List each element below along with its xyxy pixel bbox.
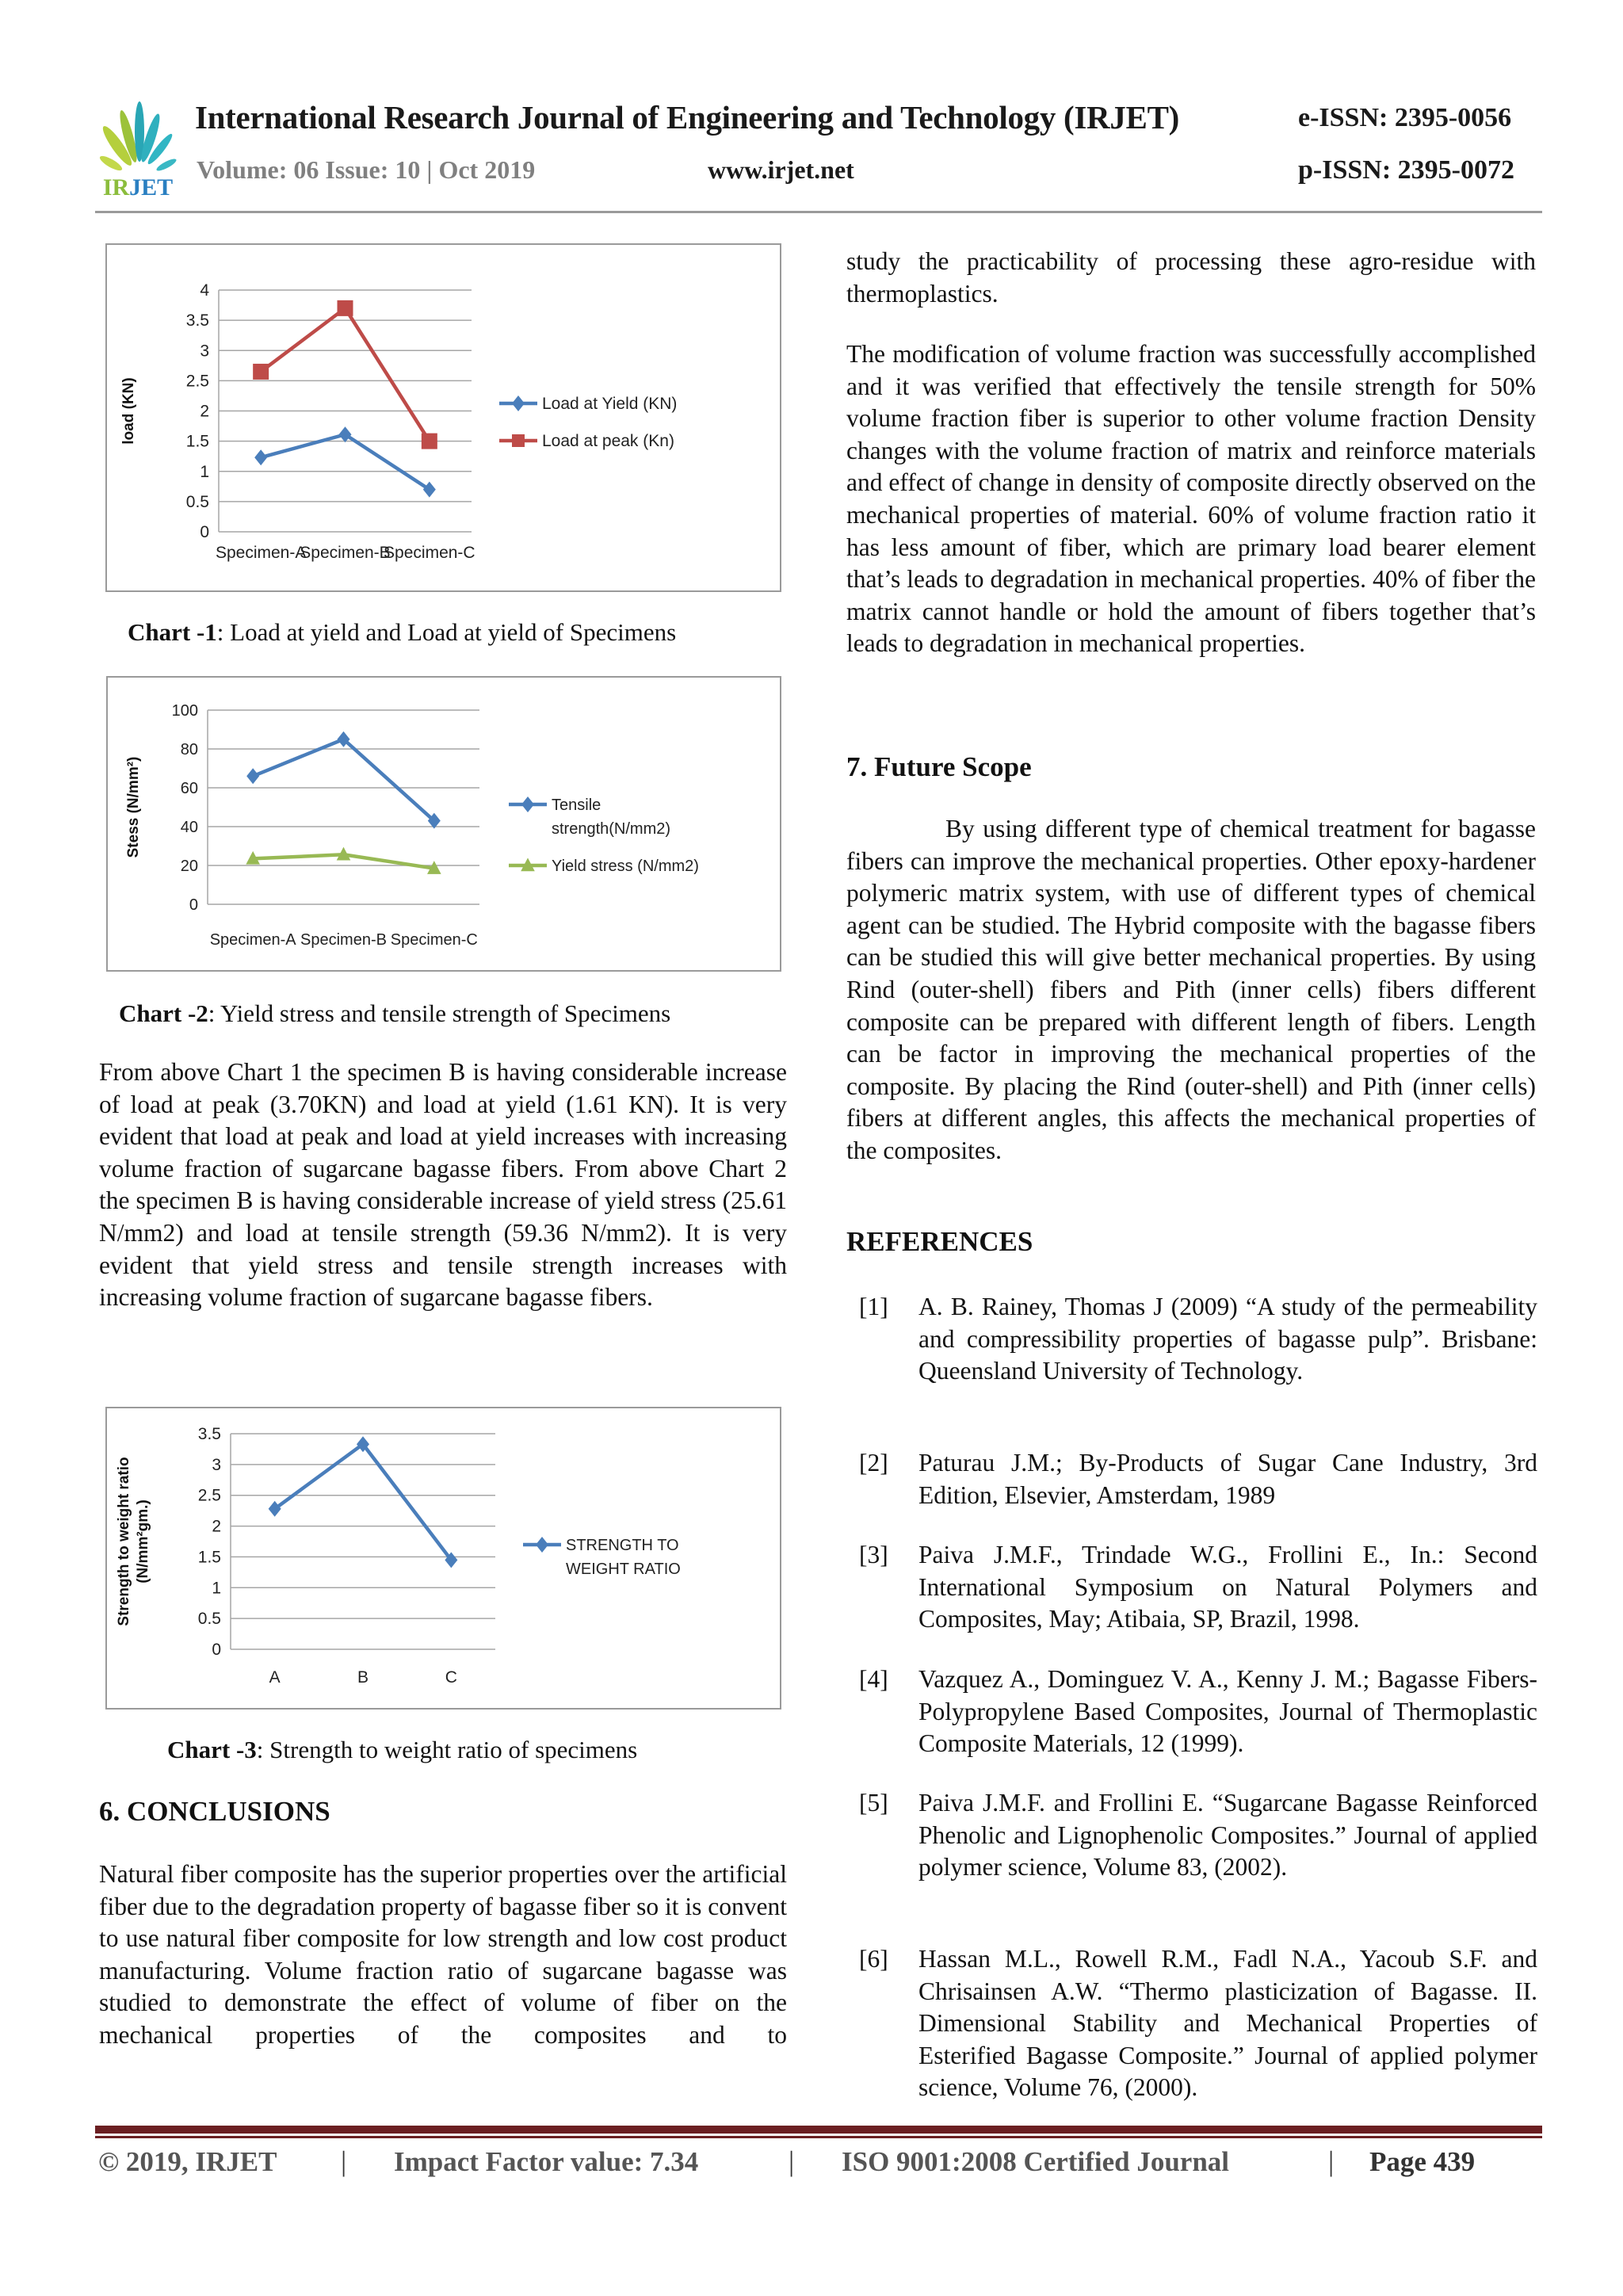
legend-label: Tensile <box>552 797 601 814</box>
references-heading: REFERENCES <box>846 1226 1033 1257</box>
reference-number: [6] <box>859 1945 888 1973</box>
reference-text: Paiva J.M.F., Trindade W.G., Frollini E., In.: Second International Symposium on Natural Polymers and Composites, May; Atibaia, SP, Brazil, 1998. <box>918 1541 1537 1633</box>
reference-text: Hassan M.L., Rowell R.M., Fadl N.A., Yacoub S.F. and Chrisainsen A.W. “Thermo plasticization of Bagasse. II. Dimensional Stability and Mechanical Properties of Esterified Bagasse Composite.” Journal of applied polymer science, Volume 76, (2000). <box>918 1945 1537 2102</box>
chart-3-caption <box>167 1736 637 1764</box>
legend-item <box>499 432 674 450</box>
y-tick-label: 2 <box>200 402 209 421</box>
conclusions-heading: 6. CONCLUSIONS <box>99 1796 330 1827</box>
x-tick-label: B <box>357 1668 369 1687</box>
legend-item <box>523 1537 681 1578</box>
reference-text: A. B. Rainey, Thomas J (2009) “A study of the permeability and compressibility properties of bagasse pulp”. Brisbane: Queensland University of Technology. <box>918 1293 1537 1385</box>
y-tick-label: 1.5 <box>197 1548 221 1567</box>
y-tick-label: 1.5 <box>185 432 209 451</box>
volume-issue: Volume: 06 Issue: 10 | Oct 2019 <box>197 155 536 184</box>
chart-2-caption-text: : Yield stress and tensile strength of Specimens <box>208 999 671 1027</box>
y-tick-label: 1 <box>200 462 209 481</box>
chart-1 <box>105 243 781 592</box>
footer-impact-factor: Impact Factor value: 7.34 <box>394 2146 699 2177</box>
e-issn: e-ISSN: 2395-0056 <box>1298 103 1512 132</box>
y-tick-label: 2.5 <box>185 372 209 391</box>
x-tick-label: A <box>269 1668 281 1687</box>
y-tick-label: 0 <box>189 896 198 914</box>
legend-label: Load at peak (Kn) <box>542 432 674 450</box>
y-tick-label: 1 <box>212 1579 221 1598</box>
chart-2-caption-label: Chart -2 <box>119 999 208 1027</box>
y-tick-label: 3 <box>200 342 209 361</box>
chart-2 <box>106 676 781 972</box>
reference-number: [2] <box>859 1449 888 1477</box>
conclusions-paragraph-2 <box>846 338 1536 660</box>
legend-item <box>499 395 677 413</box>
gridlines <box>172 702 479 914</box>
irjet-logo <box>94 97 182 198</box>
footer-separator: | <box>341 2145 347 2177</box>
y-tick-label: 0 <box>200 523 209 541</box>
conclusions-continued <box>846 246 1536 310</box>
series-line <box>246 732 441 829</box>
reference-item-5 <box>846 1787 1537 1922</box>
y-tick-label: 0 <box>212 1641 221 1659</box>
series-line <box>254 426 436 497</box>
y-tick-label: 0.5 <box>197 1610 221 1629</box>
y-tick-label: 0.5 <box>185 492 209 511</box>
footer-copyright: © 2019, IRJET <box>98 2146 277 2177</box>
header-divider <box>95 211 1542 213</box>
reference-number: [3] <box>859 1541 888 1568</box>
x-tick-label: Specimen-B <box>300 544 391 562</box>
y-axis-title: Strength to weight ratio <box>116 1457 133 1626</box>
y-tick-label: 80 <box>180 741 198 758</box>
website-link[interactable]: www.irjet.net <box>708 155 854 184</box>
reference-text: Paiva J.M.F. and Frollini E. “Sugarcane Bagasse Reinforced Phenolic and Lignophenolic Composites.” Journal of applied polymer science, Volume 83, (2002). <box>918 1789 1537 1881</box>
x-tick-label: Specimen-C <box>384 544 475 562</box>
x-tick-label: Specimen-A <box>215 544 307 562</box>
y-axis-title: (N/mm²gm.) <box>135 1499 152 1584</box>
conclusions-text: Natural fiber composite has the superior properties over the artificial fiber due to the degradation property of bagasse fiber so it is convent to use natural fiber composite for low strength and low cost product manufacturing. Volume fraction ratio of sugarcane bagasse was studied to demonstrate the effect of volume of fiber on the mechanical properties of the composites and to <box>99 1860 787 2049</box>
chart-2-plot <box>108 678 780 970</box>
reference-item-3 <box>846 1539 1537 1642</box>
reference-text: Paturau J.M.; By-Products of Sugar Cane Industry, 3rd Edition, Elsevier, Amsterdam, 1989 <box>918 1449 1537 1509</box>
footer-bar-thin <box>95 2136 1542 2138</box>
chart-1-caption-text: : Load at yield and Load at yield of Specimens <box>216 618 677 646</box>
chart-2-caption <box>119 999 670 1028</box>
chart-3-plot <box>107 1408 780 1708</box>
gridlines <box>198 1425 495 1659</box>
legend-label: STRENGTH TO <box>566 1537 679 1554</box>
chart-discussion-paragraph <box>99 1056 787 1314</box>
y-tick-label: 3.5 <box>197 1425 221 1443</box>
chart-1-caption <box>128 618 676 647</box>
svg-text:IRJET: IRJET <box>102 174 174 198</box>
footer-separator: | <box>1328 2145 1335 2177</box>
chart-1-caption-label: Chart -1 <box>128 618 217 646</box>
x-tick-label: Specimen-C <box>390 931 478 949</box>
legend-label: WEIGHT RATIO <box>566 1561 681 1578</box>
x-tick-label: C <box>445 1668 457 1687</box>
y-axis-title: Stess (N/mm²) <box>125 756 143 858</box>
conclusions-paragraph-2-text: The modification of volume fraction was successfully accomplished and it was verified that effectively the tensile strength for 50% volume fraction fiber is superior to other volume fraction Density changes with the volume fraction of matrix and reinforce materials and effect of change in density of composite directly observed on the mechanical properties of material. 60% of volume fraction ratio it has less amount of fiber, which are primary load bearer element that’s leads to degradation in mechanical properties. 40% of fiber the matrix cannot handle or hold the amount of fibers together that’s leads to degradation in mechanical properties. <box>846 340 1536 658</box>
y-tick-label: 100 <box>171 702 198 720</box>
x-tick-label: Specimen-A <box>209 931 296 949</box>
series-line <box>269 1436 458 1568</box>
future-scope-text: By using different type of chemical treatment for bagasse fibers can improve the mechanical properties. Other epoxy-hardener polymeric matrix system, with use of different types of chemical agent can be studied. The Hybrid composite with the bagasse fibers can be studied this will give better mechanical properties. By using Rind (outer-shell) fibers and Pith (inner cells) fibers different composite can be prepared with different length of fibers. Length can be factor in improving the mechanical properties of the composite. By placing the Rind (outer-shell) and Pith (inner cells) fibers at different angles, this affects the mechanical properties of the composites. <box>846 815 1536 1164</box>
reference-item-2 <box>846 1447 1537 1519</box>
conclusions-continued-text: study the practicability of processing these agro-residue with thermoplastics. <box>846 247 1536 308</box>
legend-label: strength(N/mm2) <box>552 820 671 838</box>
x-tick-label: Specimen-B <box>300 931 387 949</box>
legend-item <box>509 858 699 875</box>
p-issn: p-ISSN: 2395-0072 <box>1298 155 1514 185</box>
footer-bar <box>95 2126 1542 2134</box>
series-line <box>246 847 441 874</box>
y-tick-label: 2 <box>212 1517 221 1536</box>
y-tick-label: 2.5 <box>197 1486 221 1505</box>
reference-item-1 <box>846 1291 1537 1426</box>
reference-number: [5] <box>859 1789 888 1817</box>
y-tick-label: 40 <box>180 819 198 836</box>
future-scope-heading: 7. Future Scope <box>846 751 1032 782</box>
y-tick-label: 3.5 <box>185 311 209 330</box>
legend-label: Yield stress (N/mm2) <box>552 858 699 875</box>
reference-text: Vazquez A., Dominguez V. A., Kenny J. M.; Bagasse Fibers-Polypropylene Based Composites, Journal of Thermoplastic Composite Materials, 12 (1999). <box>918 1665 1537 1758</box>
conclusions-paragraph <box>99 1859 787 2052</box>
leaf-logo-icon <box>98 101 178 173</box>
footer-separator: | <box>789 2145 795 2177</box>
y-tick-label: 4 <box>200 281 209 300</box>
y-axis-title: load (KN) <box>120 377 138 445</box>
chart-3-caption-label: Chart -3 <box>167 1736 257 1763</box>
reference-number: [4] <box>859 1665 888 1693</box>
journal-title: International Research Journal of Engineering and Technology (IRJET) <box>195 99 1179 136</box>
chart-1-plot <box>107 245 780 590</box>
y-tick-label: 60 <box>180 780 198 797</box>
chart-3 <box>105 1407 781 1710</box>
chart-3-caption-text: : Strength to weight ratio of specimens <box>256 1736 638 1763</box>
reference-item-4 <box>846 1664 1537 1767</box>
future-scope-paragraph <box>846 813 1536 1167</box>
legend-item <box>509 797 670 838</box>
footer-iso: ISO 9001:2008 Certified Journal <box>842 2146 1230 2177</box>
chart-discussion-text: From above Chart 1 the specimen B is having considerable increase of load at peak (3.70KN) and load at yield (1.61 KN). It is very evident that load at peak and load at yield increases with increasing volume fraction of sugarcane bagasse fibers. From above Chart 2 the specimen B is having considerable increase of yield stress (25.61 N/mm2) and load at tensile strength (59.36 N/mm2). It is very evident that yield stress and tensile strength increases with increasing volume fraction of sugarcane bagasse fibers. <box>99 1058 787 1312</box>
reference-number: [1] <box>859 1293 888 1320</box>
y-tick-label: 20 <box>180 858 198 875</box>
footer-page-number: Page 439 <box>1369 2146 1476 2177</box>
y-tick-label: 3 <box>212 1455 221 1474</box>
legend-label: Load at Yield (KN) <box>542 395 678 413</box>
reference-item-6 <box>846 1943 1537 2110</box>
